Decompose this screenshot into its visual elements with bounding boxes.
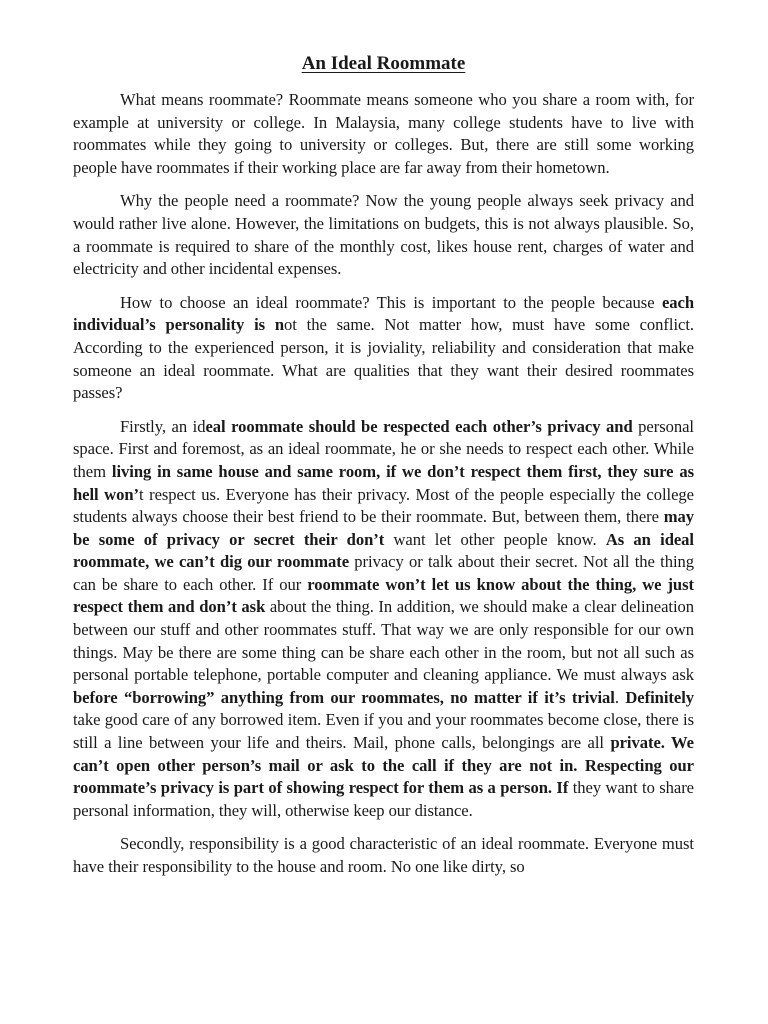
bold-text-segment: before “borrowing” anything from our roommates, no matter if it’s trivial [73, 687, 615, 707]
text-segment: they want to share personal information, they will, otherwise keep our distance. [73, 778, 694, 820]
bold-text-segment: As an ideal roommate, we can’t dig our roommate [73, 529, 694, 572]
text-segment: Secondly, responsibility is a good characteristic of an ideal roommate. Everyone must have their responsibility to the house and room. No one like dirty, so [73, 834, 694, 876]
bold-text-segment: private. We can’t open other person’s mail or ask to the call if they are not in. Respecting our roommate’s privacy is part of showing respect for them as a person. If [73, 733, 694, 798]
text-segment: ot the same. Not matter how, must have some conflict. According to the experienced person, it is joviality, reliability and consideration that make someone an ideal roommate. What are qualities that they want their desired roommates passes? [73, 315, 694, 403]
bold-text-segment: may be some of privacy or secret their don’t [73, 507, 694, 549]
text-segment: Why the people need a roommate? Now the young people always seek privacy and would rather live alone. However, the limitations on budgets, this is not always plausible. So, a roommate is required to share of the monthly cost, likes house rent, charges of water and electricity and other incidental expenses. [73, 191, 694, 279]
bold-text-segment: Definitely [625, 687, 694, 707]
text-segment: What means roommate? Roommate means someone who you share a room with, for example at university or college. In Malaysia, many college students have to live with roommates while they going to university or colleges. But, there are still some working people have roommates if their working place are far away from their hometown. [73, 90, 694, 177]
bold-text-segment: living in same house and same room, if we don’t respect them first, they sure as hell won’ [73, 461, 695, 504]
paragraph-5 [73, 833, 694, 878]
document-page [73, 52, 694, 890]
text-segment: Firstly, an id [120, 416, 206, 436]
bold-text-segment: eal roommate should be respected each other’s privacy and [205, 416, 633, 436]
text-segment: t respect us. Everyone has their privacy. Most of the people especially the college students always choose their best friend to be their roommate. But, between them, there [73, 484, 694, 527]
text-segment: take good care of any borrowed item. Even if you and your roommates become close, there is still a line between your life and theirs. Mail, phone calls, belongings are all [73, 710, 694, 753]
text-segment: personal space. First and foremost, as an ideal roommate, he or she needs to respect each other. While them [73, 416, 694, 481]
bold-text-segment: each individual’s personality is n [73, 292, 694, 335]
bold-text-segment: roommate won’t let us know about the thing, we just respect them and don’t ask [73, 574, 694, 617]
text-segment: want let other people know. [384, 529, 606, 549]
paragraph-1 [73, 89, 694, 179]
paragraph-3 [73, 292, 694, 405]
paragraph-2 [73, 190, 694, 280]
text-segment: privacy or talk about their secret. Not all the thing can be share to each other. If our [73, 552, 695, 594]
paragraph-4 [73, 416, 694, 823]
text-segment: . [614, 687, 626, 707]
text-segment: about the thing. In addition, we should make a clear delineation between our stuff and other roommates stuff. That way we are only responsible for our own things. May be there are some thing can be share each other in the room, but not all such as personal portable telephone, portable computer and cleaning appliance. We must always ask [73, 597, 694, 685]
document-title: An Ideal Roommate [301, 53, 466, 74]
text-segment: How to choose an ideal roommate? This is important to the people because [120, 292, 662, 312]
